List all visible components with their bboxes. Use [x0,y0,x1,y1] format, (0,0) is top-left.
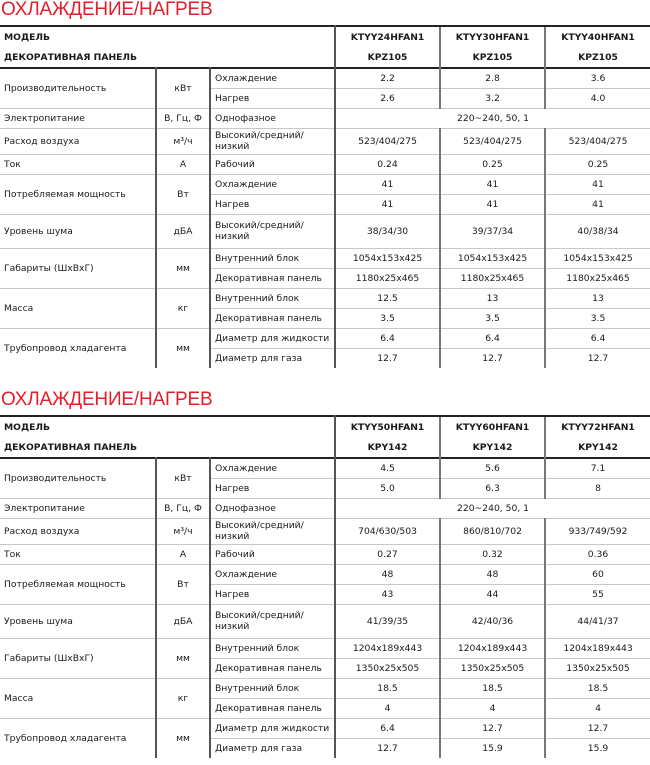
sub-label: Внутренний блок [210,248,335,268]
value-cell: 0.25 [545,154,650,174]
value-cell: 2.8 [440,68,545,88]
header-row-panel [0,437,650,458]
table-row-dimensions-indoor [0,248,650,268]
section-title: ОХЛАЖДЕНИЕ/НАГРЕВ [1,0,213,20]
sub-label: Диаметр для газа [210,738,335,758]
table-row-airflow [0,128,650,154]
table-row-airflow [0,518,650,544]
param-label: Потребляемая мощность [0,564,156,604]
value-cell: 41 [335,194,440,214]
value-cell: 220~240, 50, 1 [335,498,650,518]
value-cell: 40/38/34 [545,214,650,248]
value-cell: 0.25 [440,154,545,174]
spec-table [0,25,650,368]
panel-model: KPY142 [545,437,650,458]
table-row-noise [0,214,650,248]
value-cell: 38/34/30 [335,214,440,248]
value-cell: 6.4 [440,328,545,348]
value-cell: 44 [440,584,545,604]
header-row-model [0,416,650,437]
value-cell: 3.2 [440,88,545,108]
unit-label: кВт [156,458,210,498]
value-cell: 15.9 [545,738,650,758]
value-cell: 39/37/34 [440,214,545,248]
value-cell: 0.36 [545,544,650,564]
param-label: Уровень шума [0,214,156,248]
section-title: ОХЛАЖДЕНИЕ/НАГРЕВ [1,389,213,410]
value-cell: 44/41/37 [545,604,650,638]
value-cell: 48 [335,564,440,584]
unit-label: В, Гц, Ф [156,498,210,518]
sub-label: Охлаждение [210,68,335,88]
value-cell: 5.0 [335,478,440,498]
value-cell: 13 [440,288,545,308]
table-row-power-supply [0,498,650,518]
model-name: KTYY40HFAN1 [545,26,650,47]
unit-label: мм [156,248,210,288]
unit-label: мм [156,638,210,678]
param-label: Потребляемая мощность [0,174,156,214]
value-cell: 1054x153x425 [335,248,440,268]
sub-label: Нагрев [210,584,335,604]
sub-label: Рабочий [210,154,335,174]
model-name: KTYY50HFAN1 [335,416,440,437]
value-cell: 4 [440,698,545,718]
value-cell: 43 [335,584,440,604]
value-cell: 3.5 [440,308,545,328]
unit-label: м³/ч [156,128,210,154]
value-cell: 1350x25x505 [545,658,650,678]
sub-label: Нагрев [210,478,335,498]
model-name: KTYY30HFAN1 [440,26,545,47]
table-row-power-input-cooling [0,564,650,584]
value-cell: 1180x25x465 [545,268,650,288]
param-label: Масса [0,288,156,328]
panel-model: KPZ105 [545,47,650,68]
value-cell: 1180x25x465 [335,268,440,288]
value-cell: 12.7 [440,348,545,368]
param-label: Масса [0,678,156,718]
sub-label: Однофазное [210,108,335,128]
sub-label: Нагрев [210,194,335,214]
unit-label: Вт [156,564,210,604]
header-row-panel [0,47,650,68]
sub-label: Охлаждение [210,564,335,584]
value-cell: 5.6 [440,458,545,478]
model-label: МОДЕЛЬ [0,416,335,437]
value-cell: 4.0 [545,88,650,108]
unit-label: дБА [156,214,210,248]
sub-label: Высокий/средний/ низкий [210,214,335,248]
value-cell: 12.5 [335,288,440,308]
value-cell: 7.1 [545,458,650,478]
value-cell: 1054x153x425 [545,248,650,268]
sub-label: Диаметр для газа [210,348,335,368]
value-cell: 1204x189x443 [335,638,440,658]
sub-label: Внутренний блок [210,288,335,308]
value-cell: 6.3 [440,478,545,498]
model-name: KTYY72HFAN1 [545,416,650,437]
value-cell: 15.9 [440,738,545,758]
panel-label: ДЕКОРАТИВНАЯ ПАНЕЛЬ [0,437,335,458]
sub-label: Высокий/средний/ низкий [210,518,335,544]
value-cell: 1204x189x443 [440,638,545,658]
panel-model: KPZ105 [440,47,545,68]
sub-label: Декоративная панель [210,268,335,288]
sub-label: Декоративная панель [210,658,335,678]
value-cell: 41 [335,174,440,194]
value-cell: 523/404/275 [440,128,545,154]
model-label: МОДЕЛЬ [0,26,335,47]
table-row-piping-liquid [0,328,650,348]
param-label: Электропитание [0,108,156,128]
value-cell: 12.7 [545,718,650,738]
unit-label: мм [156,328,210,368]
sub-label: Диаметр для жидкости [210,718,335,738]
sub-label: Внутренний блок [210,638,335,658]
value-cell: 0.24 [335,154,440,174]
param-label: Ток [0,154,156,174]
value-cell: 55 [545,584,650,604]
table-row-dimensions-indoor [0,638,650,658]
panel-model: KPY142 [367,441,408,453]
value-cell: 1054x153x425 [440,248,545,268]
value-cell: 2.6 [335,88,440,108]
table-row-power-input-cooling [0,174,650,194]
value-cell: 6.4 [545,328,650,348]
value-cell: 3.5 [335,308,440,328]
sub-label: Высокий/средний/ низкий [210,128,335,154]
value-cell: 12.7 [335,348,440,368]
value-cell: 13 [545,288,650,308]
unit-label: В, Гц, Ф [156,108,210,128]
value-cell: 18.5 [440,678,545,698]
value-cell: 41 [440,174,545,194]
sub-label: Внутренний блок [210,678,335,698]
value-cell: 48 [440,564,545,584]
unit-label: кВт [156,68,210,108]
param-label: Габариты (ШхВхГ) [0,638,156,678]
value-cell: 1350x25x505 [440,658,545,678]
table-row-capacity-cooling [0,68,650,88]
value-cell: 704/630/503 [335,518,440,544]
value-cell: 523/404/275 [335,128,440,154]
value-cell: 41 [440,194,545,214]
value-cell: 6.4 [335,718,440,738]
param-label: Ток [0,544,156,564]
param-label: Производительность [0,458,156,498]
sub-label: Однофазное [210,498,335,518]
unit-label: А [156,544,210,564]
sub-label: Декоративная панель [210,698,335,718]
model-name: KTYY24HFAN1 [335,26,440,47]
param-label: Расход воздуха [0,128,156,154]
value-cell: 523/404/275 [545,128,650,154]
value-cell: 860/810/702 [440,518,545,544]
table-row-weight-indoor [0,288,650,308]
value-cell: 3.6 [545,68,650,88]
value-cell: 1180x25x465 [440,268,545,288]
param-label: Расход воздуха [0,518,156,544]
unit-label: А [156,154,210,174]
table-row-capacity-cooling [0,458,650,478]
value-cell: 1350x25x505 [335,658,440,678]
sub-label: Охлаждение [210,174,335,194]
value-cell: 12.7 [545,348,650,368]
table-row-piping-liquid [0,718,650,738]
unit-label: кг [156,678,210,718]
table-row-current [0,154,650,174]
value-cell: 1204x189x443 [545,638,650,658]
unit-label: дБА [156,604,210,638]
param-label: Габариты (ШхВхГ) [0,248,156,288]
table-row-current [0,544,650,564]
panel-model: KPZ105 [367,51,408,63]
value-cell: 2.2 [335,68,440,88]
unit-label: мм [156,718,210,758]
param-label: Трубопровод хладагента [0,718,156,758]
param-label: Трубопровод хладагента [0,328,156,368]
value-cell: 4 [335,698,440,718]
sub-label: Охлаждение [210,458,335,478]
value-cell: 3.5 [545,308,650,328]
header-row-model [0,26,650,47]
sub-label: Диаметр для жидкости [210,328,335,348]
spec-table [0,415,650,758]
value-cell: 0.27 [335,544,440,564]
value-cell: 18.5 [545,678,650,698]
unit-label: м³/ч [156,518,210,544]
value-cell: 4.5 [335,458,440,478]
value-cell: 41 [545,194,650,214]
param-label: Производительность [0,68,156,108]
value-cell: 0.32 [440,544,545,564]
table-row-weight-indoor [0,678,650,698]
sub-label: Нагрев [210,88,335,108]
value-cell: 4 [545,698,650,718]
unit-label: кг [156,288,210,328]
param-label: Электропитание [0,498,156,518]
value-cell: 6.4 [335,328,440,348]
value-cell: 12.7 [440,718,545,738]
sub-label: Рабочий [210,544,335,564]
sub-label: Высокий/средний/ низкий [210,604,335,638]
panel-label: ДЕКОРАТИВНАЯ ПАНЕЛЬ [0,47,335,68]
value-cell: 41/39/35 [335,604,440,638]
param-label: Уровень шума [0,604,156,638]
value-cell: 18.5 [335,678,440,698]
value-cell: 42/40/36 [440,604,545,638]
sub-label: Декоративная панель [210,308,335,328]
value-cell: 220~240, 50, 1 [335,108,650,128]
model-name: KTYY60HFAN1 [440,416,545,437]
panel-model: KPY142 [440,437,545,458]
value-cell: 41 [545,174,650,194]
value-cell: 8 [545,478,650,498]
value-cell: 12.7 [335,738,440,758]
unit-label: Вт [156,174,210,214]
value-cell: 60 [545,564,650,584]
table-row-noise [0,604,650,638]
table-row-power-supply [0,108,650,128]
value-cell: 933/749/592 [545,518,650,544]
